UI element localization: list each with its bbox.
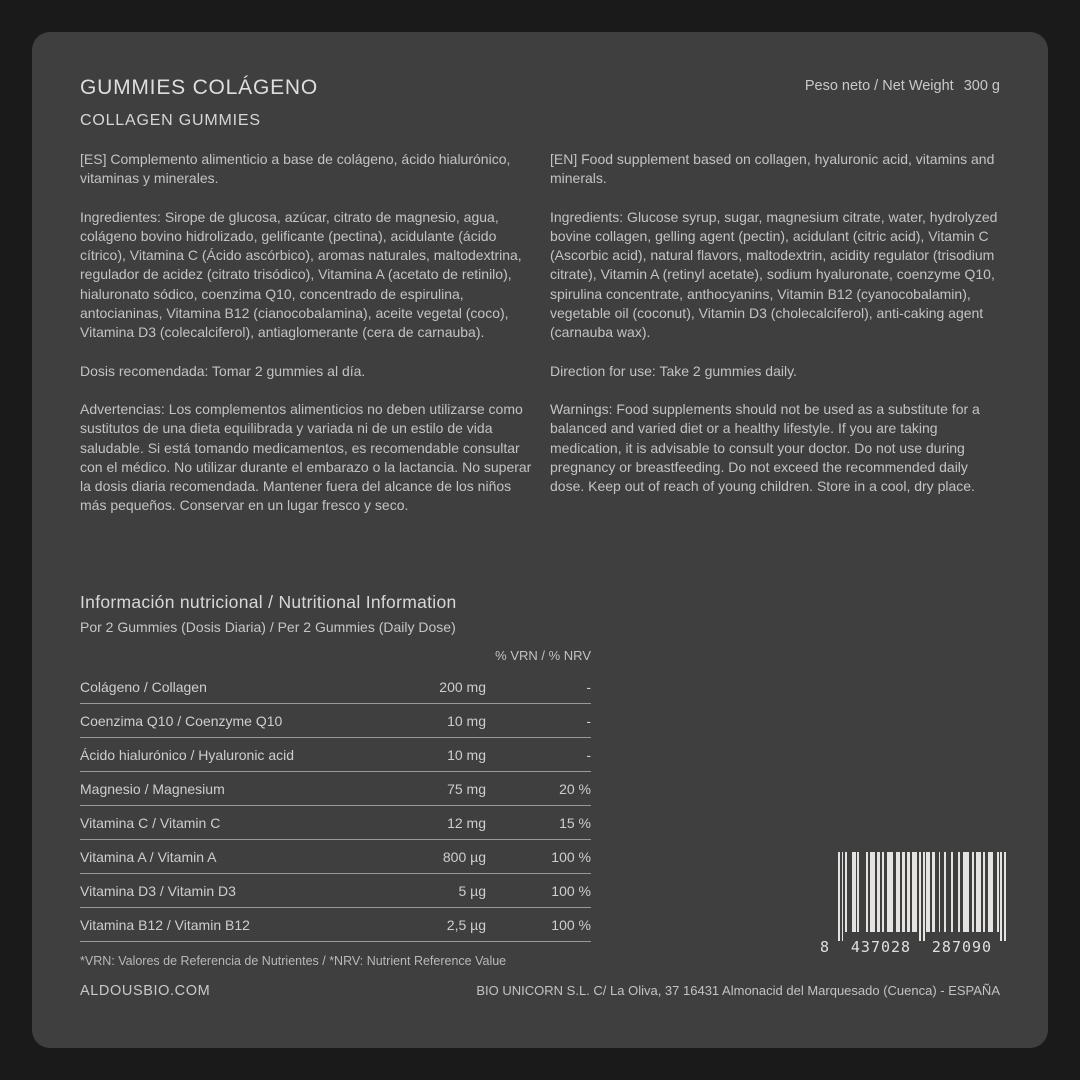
table-row [80, 806, 591, 840]
es-intro: [ES] Complemento alimenticio a base de colágeno, ácido hialurónico, vitaminas y minerales. [80, 151, 511, 187]
row-nrv: 100 % [551, 916, 591, 933]
row-nrv: 100 % [551, 882, 591, 899]
row-nrv: 15 % [559, 814, 591, 831]
row-label: Vitamina C / Vitamin C [80, 814, 221, 831]
en-direction: Direction for use: Take 2 gummies daily. [550, 362, 797, 379]
row-label: Vitamina A / Vitamin A [80, 848, 217, 865]
footer-company: BIO UNICORN S.L. C/ La Oliva, 37 16431 Almonacid del Marquesado (Cuenca) - ESPAÑA [476, 983, 1000, 998]
row-amount: 10 mg [447, 746, 486, 763]
nutrition-footnote: *VRN: Valores de Referencia de Nutrientes / *NRV: Nutrient Reference Value [80, 954, 507, 968]
nutrition-table [80, 643, 591, 942]
label-card [32, 32, 1048, 1048]
row-nrv: - [586, 712, 591, 729]
table-row [80, 772, 591, 806]
row-label: Magnesio / Magnesium [80, 780, 225, 797]
row-amount: 5 µg [458, 882, 486, 899]
table-row [80, 670, 591, 704]
row-label: Vitamina B12 / Vitamin B12 [80, 916, 250, 933]
row-amount: 800 µg [442, 848, 486, 865]
product-subtitle: COLLAGEN GUMMIES [80, 112, 261, 129]
table-row [80, 738, 591, 772]
row-nrv: 20 % [559, 780, 591, 797]
row-nrv: - [586, 746, 591, 763]
nutrition-serving: Por 2 Gummies (Dosis Diaria) / Per 2 Gummies (Daily Dose) [80, 619, 456, 635]
footer-website: ALDOUSBIO.COM [80, 983, 211, 999]
footer [80, 983, 1000, 999]
es-warnings: Advertencias: Los complementos alimenticios no deben utilizarse como sustitutos de una dieta equilibrada y variada ni de un estilo de vida saludable. Si está tomando medicamentos, es recomendable consultar con el médico. No utilizar durante el embarazo o la lactancia. No superar la dosis diaria recomendada. Mantener fuera del alcance de los niños más pequeños. Conservar en un lugar fresco y seco. [80, 400, 532, 514]
nutrition-section [80, 592, 591, 968]
row-amount: 10 mg [447, 712, 486, 729]
en-intro: [EN] Food supplement based on collagen, hyaluronic acid, vitamins and minerals. [550, 151, 995, 187]
row-label: Ácido hialurónico / Hyaluronic acid [80, 746, 294, 763]
barcode-lead-digit: 8 [820, 938, 830, 956]
row-nrv: - [586, 678, 591, 695]
row-amount: 200 mg [439, 678, 486, 695]
barcode-digit-group-1: 437028 [850, 938, 912, 956]
nutrition-title: Información nutricional / Nutritional Information [80, 592, 457, 612]
net-weight-label: Peso neto / Net Weight [804, 78, 954, 94]
nutrition-nrv-header: % VRN / % NRV [495, 648, 591, 663]
table-row [80, 874, 591, 908]
barcode-digits [820, 939, 1006, 956]
table-row [80, 908, 591, 942]
table-row [80, 840, 591, 874]
barcode-bars [838, 852, 1006, 942]
barcode [820, 852, 1006, 956]
en-warnings: Warnings: Food supplements should not be used as a substitute for a balanced and varied diet or a healthy lifestyle. If you are taking medication, it is advisable to consult your doctor. Do not use during pregnancy or breastfeeding. Do not exceed the recommended daily dose. Keep out of reach of young children. Store in a cool, dry place. [550, 400, 980, 495]
en-ingredients: Ingredients: Glucose syrup, sugar, magnesium citrate, water, hydrolyzed bovine collagen, gelling agent (pectin), acidulant (citric acid), Vitamin C (Ascorbic acid), natural flavors, maltodextrin, acidity regulator (trisodium citrate), Vitamin A (retinyl acetate), sodium hyaluronate, coenzyme Q10, spirulina concentrate, anthocyanins, Vitamin B12 (cyanocobalamin), vegetable oil (coconut), Vitamin D3 (cholecalciferol), anti-caking agent (carnauba wax). [550, 208, 998, 341]
net-weight-value: 300 g [963, 78, 1000, 94]
barcode-digit-group-2: 287090 [931, 938, 993, 956]
product-title: GUMMIES COLÁGENO [80, 76, 318, 99]
es-ingredients: Ingredientes: Sirope de glucosa, azúcar, citrato de magnesio, agua, colágeno bovino hidrolizado, gelificante (pectina), acidulante (ácido cítrico), Vitamina C (Ácido ascórbico), aromas naturales, maltodextrina, regulador de acidez (citrato trisódico), Vitamina A (acetato de retinilo), hialuronato sódico, coenzima Q10, concentrado de espirulina, antocianinas, Vitamina B12 (cianocobalamina), aceite vegetal (coco), Vitamina D3 (colecalciferol), antiaglomerante (cera de carnauba). [80, 208, 522, 341]
table-row [80, 704, 591, 738]
english-column [550, 150, 1002, 515]
row-label: Coenzima Q10 / Coenzyme Q10 [80, 712, 283, 729]
row-label: Vitamina D3 / Vitamin D3 [80, 882, 236, 899]
spanish-column [80, 150, 536, 535]
net-weight [805, 78, 1000, 94]
row-amount: 75 mg [447, 780, 486, 797]
row-nrv: 100 % [551, 848, 591, 865]
row-amount: 2,5 µg [446, 916, 486, 933]
es-dosage: Dosis recomendada: Tomar 2 gummies al día. [80, 362, 366, 379]
row-amount: 12 mg [447, 814, 486, 831]
row-label: Colágeno / Collagen [80, 678, 207, 695]
